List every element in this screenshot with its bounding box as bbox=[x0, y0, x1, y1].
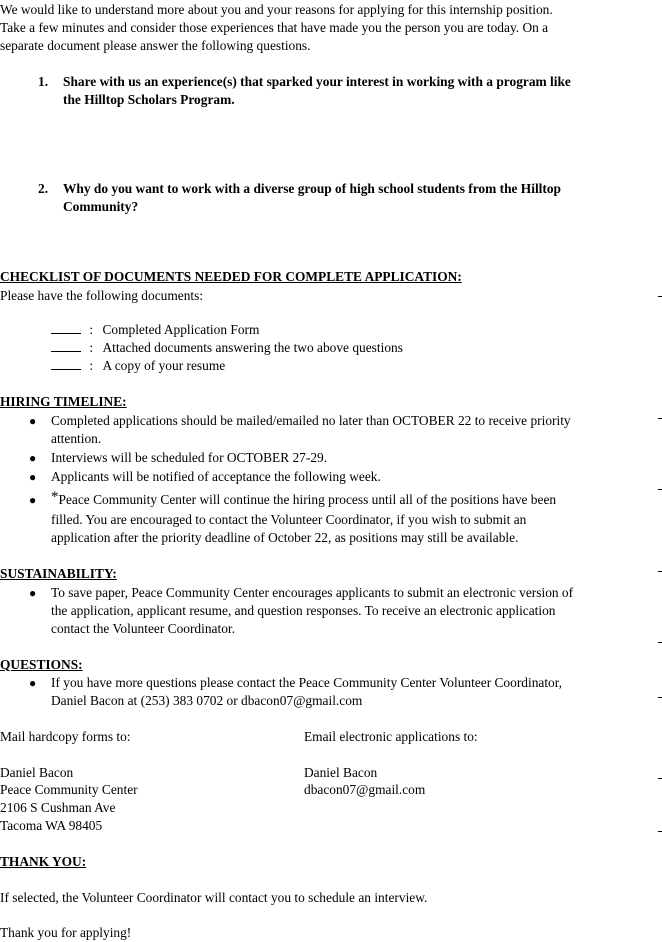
checklist-intro: Please have the following documents: bbox=[0, 288, 204, 303]
sustainability-line-1: To save paper, Peace Community Center encourages applicants to submit an electronic version of bbox=[51, 585, 574, 600]
mail-organization: Peace Community Center bbox=[0, 782, 138, 797]
asterisk-mark: * bbox=[51, 489, 59, 505]
questions-line-2: Daniel Bacon at (253) 383 0702 or dbacon07@gmail.com bbox=[51, 693, 363, 708]
timeline-bullet-1-line-2: attention. bbox=[51, 431, 102, 446]
question-2-line-1: Why do you want to work with a diverse group of high school students from the Hilltop bbox=[63, 181, 561, 196]
checklist-item: : A copy of your resume bbox=[51, 357, 225, 375]
thanks-heading: THANK YOU: bbox=[0, 854, 87, 869]
timeline-bullet-2: Interviews will be scheduled for OCTOBER 27-29. bbox=[51, 450, 328, 465]
question-2-number: 2. bbox=[38, 181, 49, 196]
margin-mark bbox=[658, 418, 662, 419]
margin-mark bbox=[658, 778, 662, 779]
question-1-line-1: Share with us an experience(s) that sparked your interest in working with a program like bbox=[63, 74, 571, 89]
questions-line-1: If you have more questions please contact the Peace Community Center Volunteer Coordinator, bbox=[51, 675, 563, 690]
checkbox-blank-line[interactable] bbox=[51, 357, 81, 370]
checklist-item: : Completed Application Form bbox=[51, 321, 259, 339]
checklist-item: : Attached documents answering the two above questions bbox=[51, 339, 403, 357]
question-2-line-2: Community? bbox=[63, 199, 139, 214]
timeline-heading: HIRING TIMELINE: bbox=[0, 394, 127, 409]
question-1-number: 1. bbox=[38, 74, 49, 89]
timeline-bullet-4-line-1: *Peace Community Center will continue the hiring process until all of the positions have been bbox=[51, 489, 557, 507]
thanks-line: If selected, the Volunteer Coordinator will contact you to schedule an interview. bbox=[0, 890, 428, 905]
mail-title: Mail hardcopy forms to: bbox=[0, 729, 131, 744]
email-title: Email electronic applications to: bbox=[304, 729, 478, 744]
bullet-icon: ● bbox=[29, 470, 37, 484]
intro-line-2: Take a few minutes and consider those experiences that have made you the person you are today. On a bbox=[0, 20, 549, 35]
margin-mark bbox=[658, 296, 662, 297]
questions-heading: QUESTIONS: bbox=[0, 657, 83, 672]
bullet-icon: ● bbox=[29, 493, 37, 507]
bullet-icon: ● bbox=[29, 414, 37, 428]
thanks-closing: Thank you for applying! bbox=[0, 925, 132, 940]
checkbox-blank-line[interactable] bbox=[51, 321, 81, 334]
timeline-bullet-4-line-3: application after the priority deadline of October 22, as positions may still be available. bbox=[51, 530, 519, 545]
sustainability-line-3: contact the Volunteer Coordinator. bbox=[51, 621, 235, 636]
intro-line-3: separate document please answer the following questions. bbox=[0, 38, 311, 53]
margin-mark bbox=[658, 571, 662, 572]
timeline-bullet-3: Applicants will be notified of acceptance the following week. bbox=[51, 469, 381, 484]
email-address: dbacon07@gmail.com bbox=[304, 782, 426, 797]
timeline-bullet-1-line-1: Completed applications should be mailed/emailed no later than OCTOBER 22 to receive priority bbox=[51, 413, 571, 428]
timeline-bullet-4-line-2: filled. You are encouraged to contact the Volunteer Coordinator, if you wish to submit an bbox=[51, 512, 527, 527]
email-name: Daniel Bacon bbox=[304, 765, 378, 780]
mail-city: Tacoma WA 98405 bbox=[0, 818, 103, 833]
sustainability-heading: SUSTAINABILITY: bbox=[0, 566, 117, 581]
mail-name: Daniel Bacon bbox=[0, 765, 74, 780]
checklist-heading: CHECKLIST OF DOCUMENTS NEEDED FOR COMPLETE APPLICATION: bbox=[0, 269, 462, 284]
bullet-icon: ● bbox=[29, 586, 37, 600]
bullet-icon: ● bbox=[29, 676, 37, 690]
sustainability-line-2: the application, applicant resume, and question responses. To receive an electronic application bbox=[51, 603, 556, 618]
checkbox-blank-line[interactable] bbox=[51, 339, 81, 352]
bullet-icon: ● bbox=[29, 451, 37, 465]
intro-line-1: We would like to understand more about you and your reasons for applying for this internship position. bbox=[0, 2, 553, 17]
margin-mark bbox=[658, 642, 662, 643]
margin-mark bbox=[658, 697, 662, 698]
margin-mark bbox=[658, 489, 662, 490]
margin-mark bbox=[658, 831, 662, 832]
mail-street: 2106 S Cushman Ave bbox=[0, 800, 116, 815]
question-1-line-2: the Hilltop Scholars Program. bbox=[63, 92, 235, 107]
